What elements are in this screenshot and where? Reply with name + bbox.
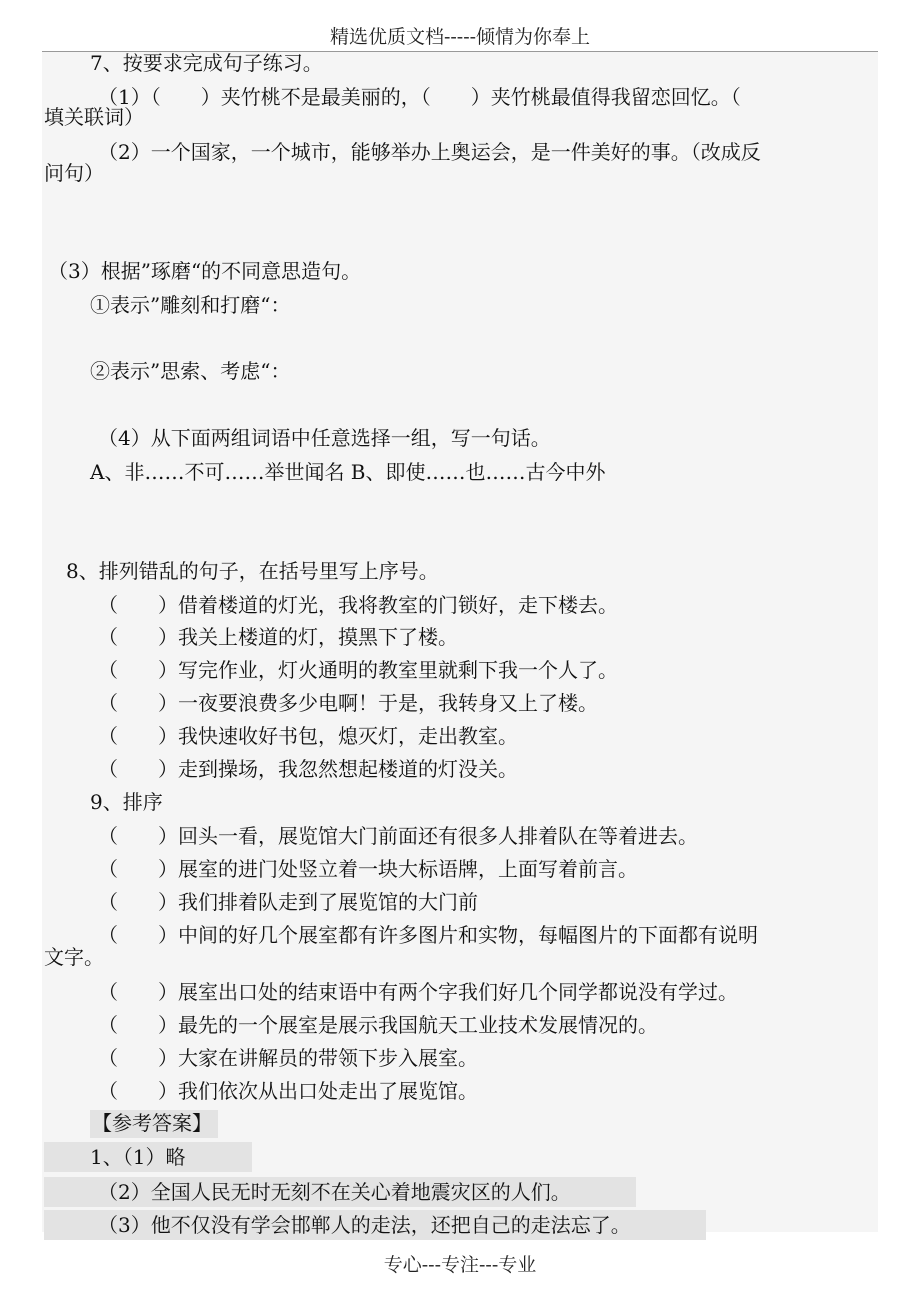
question-9-item-cont: 文字。 <box>44 945 104 969</box>
question-7-4: （4）从下面两组词语中任意选择一组，写一句话。 <box>98 426 551 450</box>
question-9-item: （ ）大家在讲解员的带领下步入展室。 <box>98 1046 478 1070</box>
question-9-item: （ ）回头一看，展览馆大门前面还有很多人排着队在等着进去。 <box>98 824 698 848</box>
page-header: 精选优质文档-----倾情为你奉上 <box>329 26 591 48</box>
answer-1-3: （3）他不仅没有学会邯郸人的走法，还把自己的走法忘了。 <box>44 1210 706 1240</box>
question-7-3-b: ②表示”思索、考虑“： <box>90 359 291 383</box>
question-9-item: （ ）中间的好几个展室都有许多图片和实物，每幅图片的下面都有说明 <box>98 923 758 947</box>
page-footer: 专心---专注---专业 <box>383 1254 537 1276</box>
question-8-item: （ ）我快速收好书包，熄灭灯，走出教室。 <box>98 724 518 748</box>
question-8-item: （ ）写完作业，灯火通明的教室里就剩下我一个人了。 <box>98 658 618 682</box>
question-8-item: （ ）借着楼道的灯光，我将教室的门锁好，走下楼去。 <box>98 593 618 617</box>
question-9-item: （ ）最先的一个展室是展示我国航天工业技术发展情况的。 <box>98 1013 658 1037</box>
question-7-1: （1）（ ）夹竹桃不是最美丽的，（ ）夹竹桃最值得我留恋回忆。（ <box>98 85 741 109</box>
question-7-3: （3）根据”琢磨“的不同意思造句。 <box>48 259 362 283</box>
question-9-item: （ ）我们依次从出口处走出了展览馆。 <box>98 1079 478 1103</box>
question-8-item: （ ）走到操场，我忽然想起楼道的灯没关。 <box>98 757 518 781</box>
question-7-title: 7、按要求完成句子练习。 <box>90 51 323 75</box>
question-9-item: （ ）展室的进门处竖立着一块大标语牌，上面写着前言。 <box>98 857 638 881</box>
question-7-3-a: ①表示”雕刻和打磨“： <box>90 293 291 317</box>
question-9-item: （ ）展室出口处的结束语中有两个字我们好几个同学都说没有学过。 <box>98 980 738 1004</box>
question-9-title: 9、排序 <box>90 790 163 814</box>
answer-heading: 【参考答案】 <box>90 1110 218 1138</box>
question-9-item: （ ）我们排着队走到了展览馆的大门前 <box>98 890 478 914</box>
answer-1-1: 1、（1）略 <box>44 1142 252 1172</box>
question-7-2: （2）一个国家，一个城市，能够举办上奥运会，是一件美好的事。（改成反 <box>98 140 761 164</box>
question-7-1-cont: 填关联词） <box>44 105 144 129</box>
question-8-title: 8、排列错乱的句子，在括号里写上序号。 <box>66 559 439 583</box>
question-7-2-cont: 问句） <box>44 161 104 185</box>
question-7-4-options: A、非……不可……举世闻名 B、即使……也……古今中外 <box>90 460 606 484</box>
question-8-item: （ ）我关上楼道的灯，摸黑下了楼。 <box>98 625 458 649</box>
question-8-item: （ ）一夜要浪费多少电啊！于是，我转身又上了楼。 <box>98 691 598 715</box>
answer-1-2: （2）全国人民无时无刻不在关心着地震灾区的人们。 <box>44 1177 636 1207</box>
